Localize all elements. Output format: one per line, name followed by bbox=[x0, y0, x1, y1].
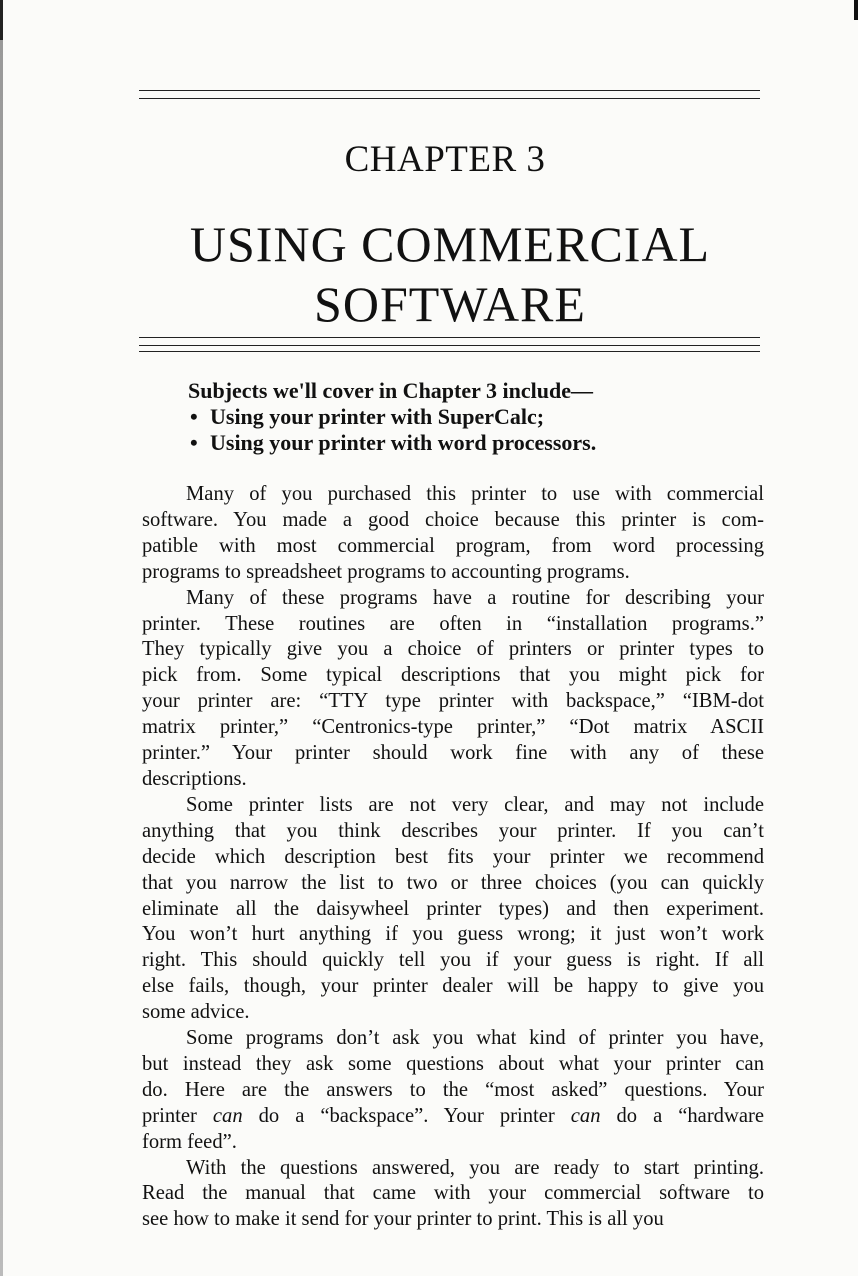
subjects-list-item bbox=[188, 430, 788, 456]
body-text bbox=[142, 482, 764, 1233]
paragraph bbox=[142, 482, 764, 586]
chapter-title-line: SOFTWARE bbox=[314, 276, 586, 332]
text-run: printer bbox=[142, 1104, 213, 1127]
text-run: see how to make it send for your printer to print. This is all you bbox=[142, 1208, 664, 1231]
text-run: programs to spreadsheet programs to accounting programs. bbox=[142, 560, 630, 583]
text-run: Many of you purchased this printer to use with commercial bbox=[186, 483, 764, 505]
title-rule bbox=[139, 337, 760, 338]
paragraph bbox=[142, 793, 764, 1026]
bullet-icon: • bbox=[190, 404, 198, 429]
text-run: form feed”. bbox=[142, 1130, 237, 1153]
text-line bbox=[142, 1000, 764, 1026]
text-run: Some programs don’t ask you what kind of printer you have, bbox=[186, 1027, 764, 1050]
text-run: matrix printer,” “Centronics-type printer,” “Dot matrix ASCII bbox=[142, 716, 764, 739]
chapter-label: CHAPTER 3 bbox=[344, 139, 546, 180]
text-run: do. Here are the answers to the “most asked” questions. Your bbox=[142, 1078, 764, 1101]
subjects-heading: Subjects we'll cover in Chapter 3 include— bbox=[188, 378, 593, 403]
text-line bbox=[142, 767, 764, 793]
text-line bbox=[142, 663, 764, 689]
text-line bbox=[142, 871, 764, 897]
scan-edge bbox=[0, 0, 3, 1276]
subjects-item-text: Using your printer with SuperCalc; bbox=[210, 404, 545, 429]
text-run: your printer are: “TTY type printer with backspace,” “IBM-dot bbox=[142, 690, 764, 713]
text-run: else fails, though, your printer dealer will be happy to give you bbox=[142, 975, 764, 998]
text-line bbox=[142, 586, 764, 612]
text-run: printer. These routines are often in “installation programs.” bbox=[142, 612, 764, 635]
text-line bbox=[142, 508, 764, 534]
text-line bbox=[142, 819, 764, 845]
paragraph bbox=[142, 586, 764, 793]
emphasis: can bbox=[570, 1104, 601, 1127]
text-line bbox=[142, 1181, 764, 1207]
text-line bbox=[142, 741, 764, 767]
text-line bbox=[142, 948, 764, 974]
text-run: do a “hardware bbox=[600, 1104, 764, 1127]
chapter-title-line: USING COMMERCIAL bbox=[189, 216, 711, 272]
paragraph bbox=[142, 1026, 764, 1156]
title-rule bbox=[139, 351, 760, 352]
text-run: You won’t hurt anything if you guess wrong; it just won’t work bbox=[142, 923, 764, 946]
title-rule bbox=[139, 345, 760, 346]
text-run: pick from. Some typical descriptions that you might pick for bbox=[142, 664, 764, 687]
text-line bbox=[142, 1026, 764, 1052]
text-line bbox=[142, 534, 764, 560]
header-rule bbox=[139, 98, 760, 99]
text-line bbox=[142, 922, 764, 948]
emphasis: can bbox=[212, 1104, 243, 1127]
text-line bbox=[142, 1156, 764, 1182]
subjects-box bbox=[188, 378, 788, 456]
paragraph bbox=[142, 1156, 764, 1234]
text-line bbox=[142, 897, 764, 923]
header-rule bbox=[139, 90, 760, 91]
text-line bbox=[142, 1052, 764, 1078]
text-line bbox=[142, 1130, 764, 1156]
text-run: eliminate all the daisywheel printer types) and then experiment. bbox=[142, 897, 764, 920]
text-line bbox=[142, 715, 764, 741]
text-line bbox=[142, 637, 764, 663]
text-line bbox=[142, 482, 764, 508]
text-line bbox=[142, 612, 764, 638]
text-run: software. You made a good choice because this printer is com- bbox=[142, 508, 764, 531]
chapter-title bbox=[0, 214, 858, 334]
text-run: Many of these programs have a routine for describing your bbox=[186, 586, 764, 609]
subjects-list-item bbox=[188, 404, 788, 430]
subjects-list bbox=[188, 404, 788, 456]
text-line bbox=[142, 1104, 764, 1130]
text-run: anything that you think describes your printer. If you can’t bbox=[142, 819, 764, 842]
text-run: decide which description best fits your printer we recommend bbox=[142, 845, 764, 868]
text-line bbox=[142, 560, 764, 586]
text-run: do a “backspace”. Your printer bbox=[242, 1104, 571, 1127]
text-run: patible with most commercial program, from word processing bbox=[142, 534, 764, 557]
scan-mark bbox=[854, 0, 858, 20]
bullet-icon: • bbox=[190, 430, 198, 455]
text-line bbox=[142, 793, 764, 819]
text-run: printer.” Your printer should work fine with any of these bbox=[142, 742, 764, 765]
text-run: right. This should quickly tell you if your guess is right. If all bbox=[142, 949, 764, 972]
text-run: They typically give you a choice of printers or printer types to bbox=[142, 638, 764, 661]
text-run: but instead they ask some questions about what your printer can bbox=[142, 1052, 764, 1075]
subjects-item-text: Using your printer with word processors. bbox=[210, 430, 597, 455]
text-run: Read the manual that came with your commercial software to bbox=[142, 1182, 764, 1205]
text-line bbox=[142, 974, 764, 1000]
text-run: With the questions answered, you are ready to start printing. bbox=[186, 1156, 764, 1179]
text-line bbox=[142, 1078, 764, 1104]
text-line bbox=[142, 845, 764, 871]
text-line bbox=[142, 1207, 764, 1233]
text-line bbox=[142, 689, 764, 715]
text-run: Some printer lists are not very clear, and may not include bbox=[186, 793, 764, 816]
text-run: some advice. bbox=[142, 1001, 250, 1024]
text-run: descriptions. bbox=[142, 767, 247, 790]
text-run: that you narrow the list to two or three choices (you can quickly bbox=[142, 871, 764, 894]
